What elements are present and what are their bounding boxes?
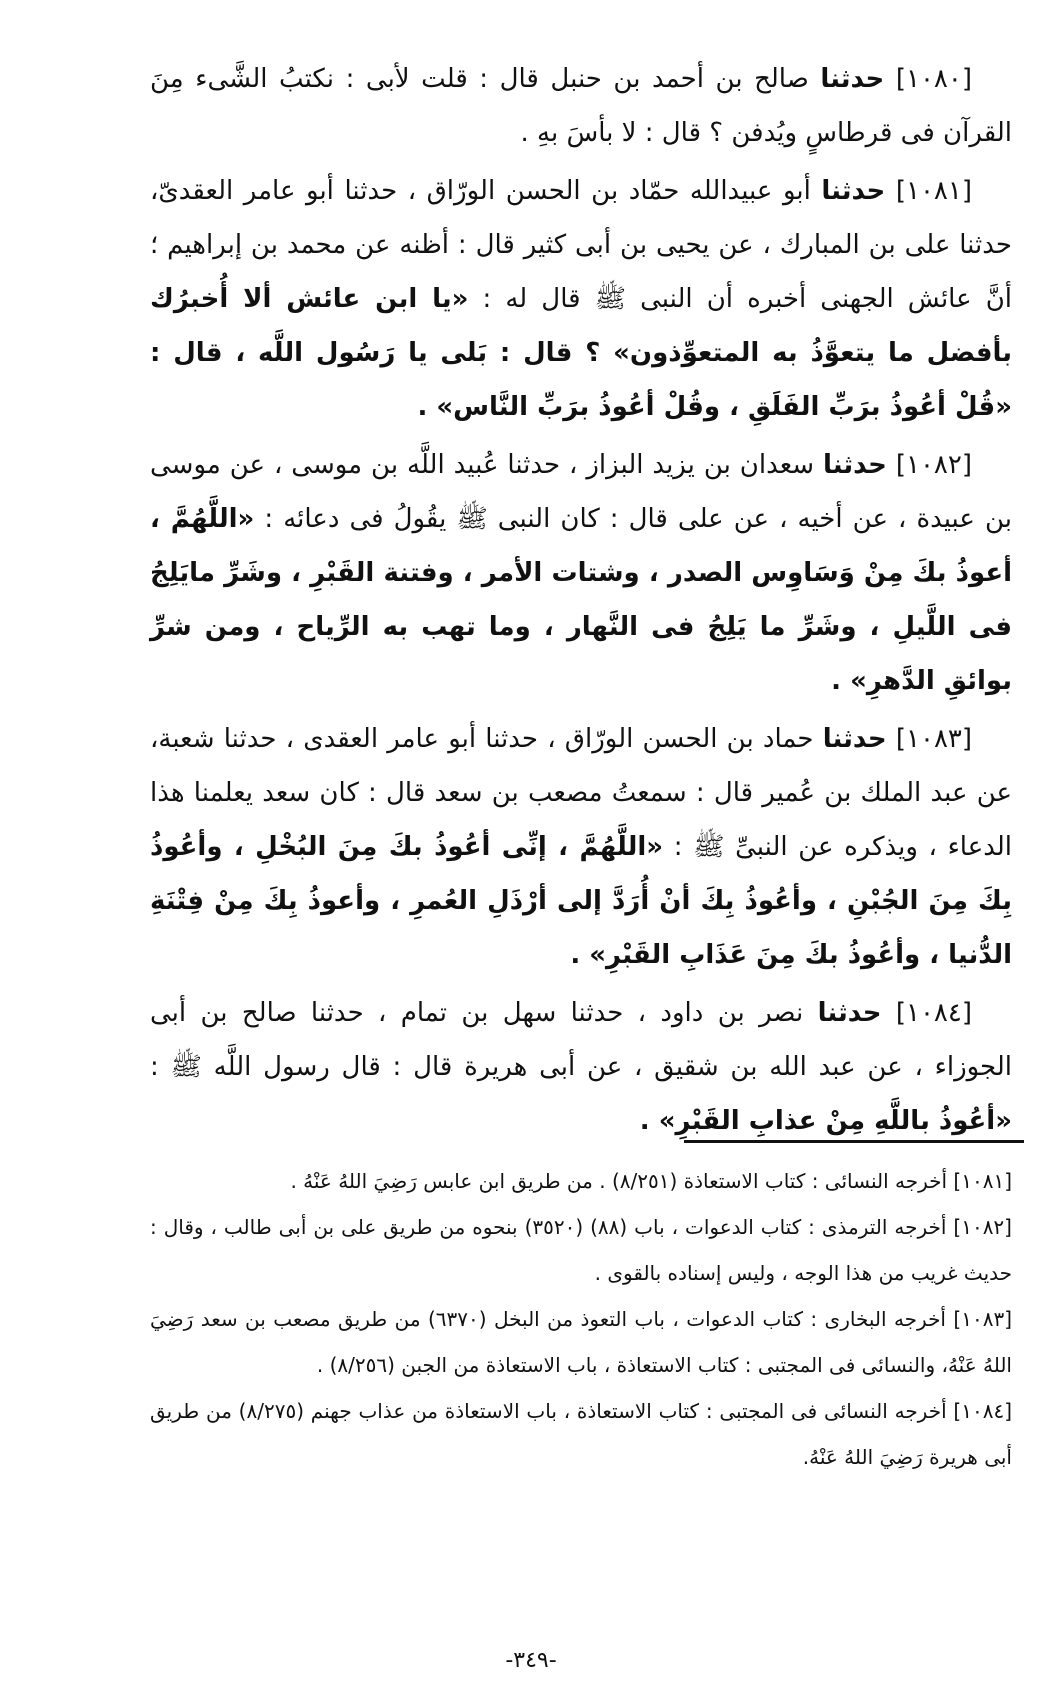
footnote-1083: [١٠٨٣] أخرجه البخارى : كتاب الدعوات ، باب التعوذ من البخل (٦٣٧٠) من طريق مصعب بن سعد رَضِيَ اللهُ عَنْهُ، والنسائى فى المجتبى : كتاب الاستعاذة ، باب الاستعاذة من الجبن (٨/٢٥٦) . bbox=[150, 1307, 1012, 1377]
entry-keyword: حدثنا bbox=[817, 998, 882, 1028]
footnotes bbox=[150, 1158, 1012, 1480]
entry-number: [١٠٨٠] bbox=[895, 64, 973, 94]
entry-number: [١٠٨٤] bbox=[895, 998, 973, 1028]
entry-keyword: حدثنا bbox=[820, 64, 885, 94]
entry-text: صالح بن أحمد بن حنبل قال : قلت لأبى : نكتبُ الشَّىء مِنَ القرآن فى قرطاسٍ ويُدفن ؟ قال : لا بأسَ بهِ . bbox=[150, 64, 1012, 148]
hadith-text: «اللَّهُمَّ ، أعوذُ بكَ مِنْ وَسَاوِس الصدر ، وشتات الأمر ، وفتنة القَبْرِ ، وشَرِّ مايَلِجُ فى اللَّيلِ ، وشَرِّ ما يَلِجُ فى النَّهار ، وما تهب به الرِّياح ، ومن شرِّ بوائقِ الدَّهرِ» . bbox=[150, 504, 1012, 696]
entry-text: أبو عبيدالله حمّاد بن الحسن الورّاق ، حدثنا أبو عامر العقدىّ، حدثنا على بن المبارك ، عن يحيى بن أبى كثير قال : أظنه عن محمد بن إبراهيم ؛ أنَّ عائش الجهنى أخبره أن النبى ﷺ قال له : bbox=[150, 176, 1013, 314]
entry-text: نصر بن داود ، حدثنا سهل بن تمام ، حدثنا صالح بن أبى الجوزاء ، عن عبد الله بن شقيق ، عن أبى هريرة قال : قال رسول اللَّه ﷺ : bbox=[150, 998, 1012, 1082]
main-text bbox=[150, 52, 1012, 1152]
entry-1080 bbox=[150, 52, 1012, 160]
hadith-text: «اللَّهُمَّ ، إنِّى أعُوذُ بكَ مِنَ البُخْلِ ، وأعُوذُ بِكَ مِنَ الجُبْنِ ، وأعُوذُ بِكَ أنْ أُرَدَّ إلى أرْذَلِ العُمرِ ، وأعوذُ بِكَ مِنْ فِتْنَةِ الدُّنيا ، وأعُوذُ بكَ مِنَ عَذَابِ القَبْرِ» . bbox=[150, 832, 1012, 970]
page-number: -٣٤٩- bbox=[505, 1648, 557, 1673]
entry-number: [١٠٨٢] bbox=[895, 450, 973, 480]
entry-1082 bbox=[150, 438, 1012, 708]
hadith-text: «أعُوذُ باللَّهِ مِنْ عذابِ القَبْرِ» . bbox=[639, 1106, 1012, 1136]
entry-number: [١٠٨١] bbox=[895, 176, 973, 206]
entry-number: [١٠٨٣] bbox=[895, 724, 973, 754]
hadith-text: «يا ابن عائش ألا أُخبرُك بأفضل ما يتعوَّذُ به المتعوِّذون» ؟ قال : بَلى يا رَسُول اللَّه ، قال : «قُلْ أعُوذُ برَبِّ الفَلَقِ ، وقُلْ أعُوذُ برَبِّ النَّاس» . bbox=[150, 284, 1012, 422]
entry-keyword: حدثنا bbox=[822, 724, 887, 754]
footnote-1084: [١٠٨٤] أخرجه النسائى فى المجتبى : كتاب الاستعاذة ، باب الاستعاذة من عذاب جهنم (٨/٢٧٥) من طريق أبى هريرة رَضِيَ اللهُ عَنْهُ. bbox=[150, 1399, 1012, 1469]
entry-text: سعدان بن يزيد البزاز ، حدثنا عُبيد اللَّه بن موسى ، عن موسى بن عبيدة ، عن أخيه ، عن على قال : كان النبى ﷺ يقُولُ فى دعائه : bbox=[150, 450, 1012, 534]
entry-1081 bbox=[150, 164, 1012, 434]
footnote-1081: [١٠٨١] أخرجه النسائى : كتاب الاستعاذة (٨/٢٥١) . من طريق ابن عابس رَضِيَ اللهُ عَنْهُ . bbox=[290, 1169, 1012, 1193]
entry-keyword: حدثنا bbox=[821, 176, 886, 206]
entry-keyword: حدثنا bbox=[823, 450, 887, 480]
entry-text: حماد بن الحسن الورّاق ، حدثنا أبو عامر العقدى ، حدثنا شعبة، عن عبد الملك بن عُمير قال : سمعتُ مصعب بن سعد قال : كان سعد يعلمنا هذا الدعاء ، ويذكره عن النبىِّ ﷺ : bbox=[150, 724, 1013, 862]
footnote-divider bbox=[684, 1140, 1024, 1143]
entry-1084 bbox=[150, 986, 1012, 1148]
entry-1083 bbox=[150, 712, 1012, 982]
footnote-1082: [١٠٨٢] أخرجه الترمذى : كتاب الدعوات ، باب (٨٨) (٣٥٢٠) بنحوه من طريق على بن أبى طالب ، وقال : حديث غريب من هذا الوجه ، وليس إسناده بالقوى . bbox=[150, 1215, 1012, 1285]
